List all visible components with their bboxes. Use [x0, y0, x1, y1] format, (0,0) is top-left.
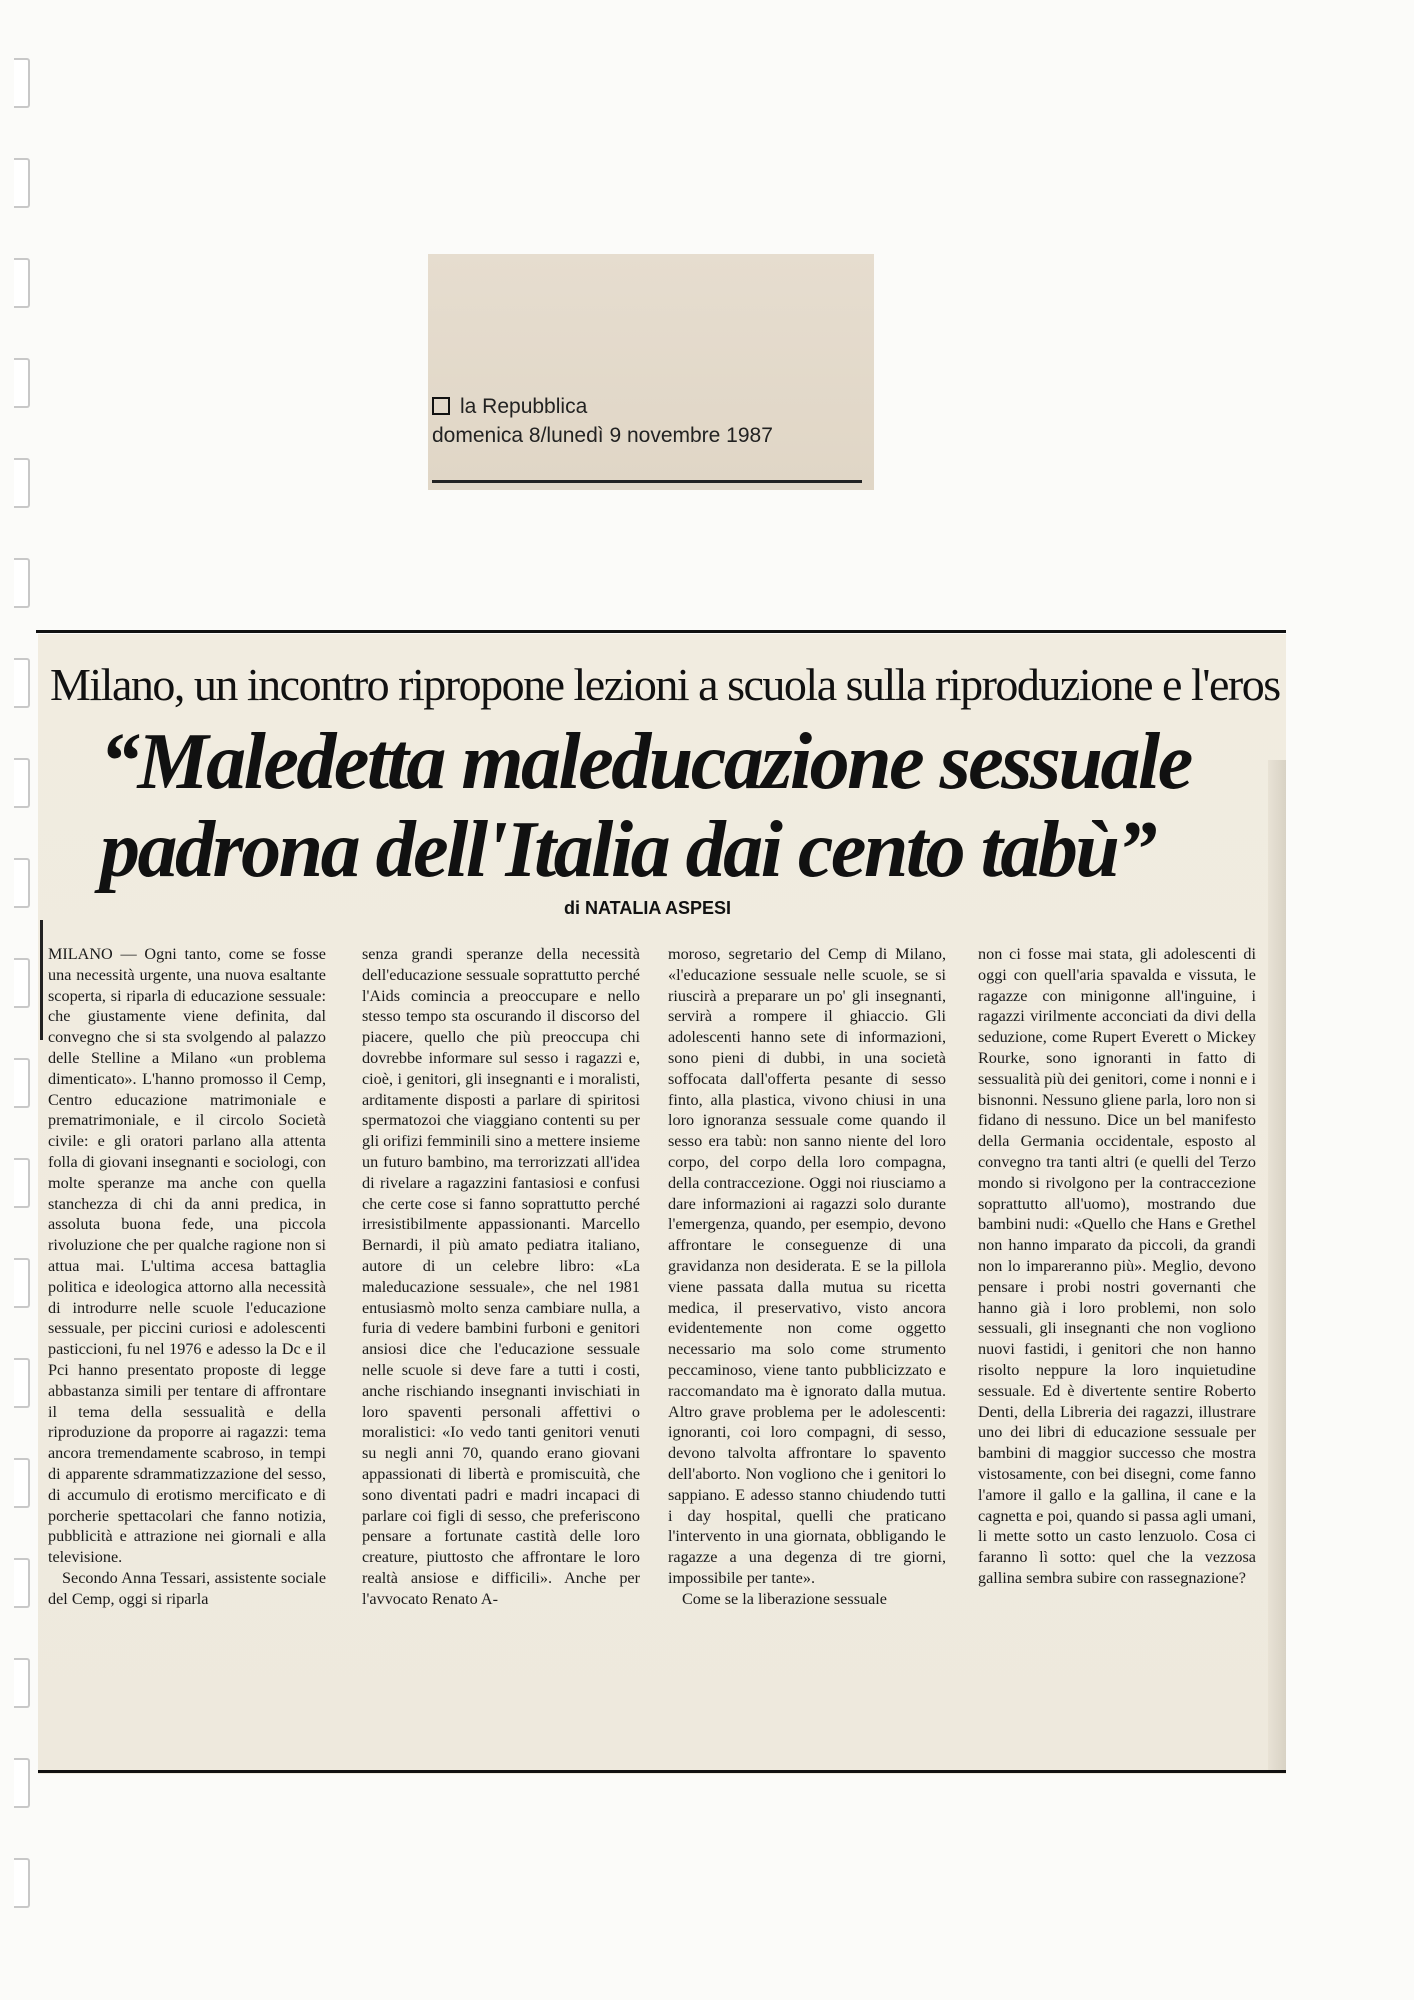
binder-mark [14, 858, 30, 908]
publication-date: domenica 8/lunedì 9 novembre 1987 [432, 424, 773, 447]
article-kicker: Milano, un incontro ripropone lezioni a scuola sulla riproduzione e l'eros [50, 659, 1280, 710]
binder-mark [14, 958, 30, 1008]
binder-mark [14, 458, 30, 508]
newspaper-name: la Repubblica [460, 395, 588, 418]
bottom-rule [38, 1770, 1286, 1773]
top-rule [36, 630, 1286, 633]
binder-mark [14, 58, 30, 108]
binder-mark [14, 358, 30, 408]
binder-mark [14, 558, 30, 608]
binder-mark [14, 1158, 30, 1208]
article-column-3 [668, 944, 946, 1610]
article-byline: di NATALIA ASPESI [564, 898, 732, 918]
binder-mark [14, 1858, 30, 1908]
paragraph: MILANO — Ogni tanto, come se fosse una necessità urgente, una nuova esaltante scoperta, si riparla di educazione sessuale: che giustamente viene definita, dal convegno che si sta svolgendo al palazzo delle Stelline a Milano «un problema dimenticato». L'hanno promosso il Cemp, Centro educazione matrimoniale e prematrimoniale, e il circolo Società civile: e gli oratori parlano alla attenta folla di giovani insegnanti e sociologi, con molte speranze ma anche con quella stanchezza di chi da anni predica, in assoluta buona fede, una piccola rivoluzione che per qualche ragione non si attua mai. L'ultima accesa battaglia politica e ideologica attorno alla necessità di introdurre nelle scuole l'educazione sessuale, per piccini curiosi e adolescenti pasticcioni, fu nel 1976 e adesso la Dc e il Pci hanno presentato proposte di legge abbastanza simili per tentare di affrontare il tema della sessualità e della riproduzione da proporre ai ragazzi: tema ancora tremendamente scabroso, in tempi di apparente sdrammatizzazione del sesso, di accumulo di erotismo mercificato e di porcherie spettacolari che fanno notizia, pubblicità e attrazione nei giornali e alla televisione. [48, 945, 326, 1567]
masthead-text [432, 392, 773, 450]
binder-mark [14, 158, 30, 208]
binder-mark [14, 258, 30, 308]
binder-mark [14, 758, 30, 808]
masthead-clipping [428, 254, 874, 490]
article-headline: “Maledetta maleducazione sessuale padrona dell'Italia dai cento tabù” [100, 718, 1191, 894]
paragraph: Secondo Anna Tessari, assistente sociale del Cemp, oggi si riparla [48, 1568, 326, 1608]
binder-mark [14, 1558, 30, 1608]
paragraph: senza grandi speranze della necessità dell'educazione sessuale soprattutto perché l'Aids comincia a preoccupare e nello stesso tempo sta oscurando il discorso del piacere, quello che più preoccupa chi dovrebbe informare sul sesso i ragazzi e, cioè, i genitori, gli insegnanti e i moralisti, arditamente disposti a parlare di spiritosi spermatozoi che viaggiano contenti su per gli orifizi femminili sino a mettere insieme un futuro bambino, ma terrorizzati all'idea di rivelare a ragazzini fantasiosi e confusi che certe cose si fanno soprattutto perché irresistibilmente appassionanti. Marcello Bernardi, il più amato pediatra italiano, autore di un celebre libro: «La maleducazione sessuale», che nel 1981 entusiasmò molto senza cambiare nulla, a furia di vedere bambini furboni e genitori ansiosi dice che l'educazione sessuale nelle scuole si deve fare a tutti i costi, anche rischiando insegnanti invischiati in loro spaventi personali affettivi o moralistici: «Io vedo tanti genitori venuti su negli anni 70, quando erano giovani appassionati di libertà e promiscuità, che sono diventati padri e madri incapaci di parlare coi figli di sesso, che preferiscono pensare a fortunate castità delle loro creature, piuttosto che affrontare le loro realtà ansiose e difficili». Anche per l'avvocato Renato A- [362, 945, 640, 1608]
clipping-edge [1268, 760, 1286, 1770]
binder-mark [14, 1258, 30, 1308]
square-icon [432, 397, 450, 415]
binder-mark [14, 658, 30, 708]
left-margin-bar [40, 920, 43, 1040]
paragraph: moroso, segretario del Cemp di Milano, «l'educazione sessuale nelle scuole, se si riuscirà a preparare un po' gli insegnanti, servirà a rompere il ghiaccio. Gli adolescenti hanno sete di informazioni, sono pieni di dubbi, in una società soffocata dall'offerta pesante di sesso finto, alla plastica, vivono chiusi in una loro ignoranza sessuale come quando il sesso era tabù: non sanno niente del loro corpo, del corpo della loro compagna, della contraccezione. Oggi noi riusciamo a dare informazioni ai ragazzi solo durante l'emergenza, quando, per esempio, devono affrontare le conseguenze di una gravidanza non desiderata. E se la pillola viene passata dalla mutua su ricetta medica, il preservativo, visto ancora evidentemente non come oggetto necessario ma solo come strumento peccaminoso, viene tanto pubblicizzato e raccomandato ma è ignorato dalla mutua. Altro grave problema per le adolescenti: ignoranti, coi loro compagni, di sesso, devono talvolta affrontare lo spavento dell'aborto. Non vogliono che i genitori lo sappiano. E adesso stanno chiudendo tutti i day hospital, quelli che praticano l'intervento in una giornata, obbligando le ragazze a una degenza di tre giorni, impossibile per tante». [668, 945, 946, 1587]
article-column-4 [978, 944, 1256, 1589]
article-column-1 [48, 944, 326, 1610]
binder-mark [14, 1658, 30, 1708]
binder-mark [14, 1758, 30, 1808]
paragraph: non ci fosse mai stata, gli adolescenti di oggi con quell'aria spavalda e vissuta, le ragazze con minigonne all'inguine, i ragazzi virilmente acconciati da divi della seduzione, come Rupert Everett o Mickey Rourke, sono ignoranti in fatto di sessualità più dei genitori, come i nonni e i bisnonni. Nessuno gliene parla, loro non si fidano di nessuno. Dice un bel manifesto della Germania occidentale, esposto al convegno tra tanti altri (e quelli del Terzo mondo si rivolgono per la contraccezione soprattutto all'uomo), mostrando due bambini nudi: «Quello che Hans e Grethel non hanno imparato da piccoli, da grandi non lo impareranno più». Meglio, devono pensare i probi nostri governanti che hanno già i loro problemi, non solo sessuali, gli insegnanti che non vogliono nuovi fastidi, i genitori che non hanno risolto neppure la loro inquietudine sessuale. Ed è divertente sentire Roberto Denti, della Libreria dei ragazzi, illustrare uno dei libri di educazione sessuale per bambini di maggior successo che mostra vistosamente, con bei disegni, come fanno l'amore il gallo e la gallina, il cane e la cagnetta e poi, quando si passa agli umani, li mette sotto un casto lenzuolo. Cosa ci faranno lì sotto: quel che la vezzosa gallina sembra subire con rassegnazione? [978, 945, 1256, 1587]
binder-mark [14, 1458, 30, 1508]
binder-mark [14, 1058, 30, 1108]
article-column-2 [362, 944, 640, 1610]
binder-mark [14, 1358, 30, 1408]
masthead-rule [432, 480, 862, 483]
paragraph: Come se la liberazione sessuale [682, 1589, 887, 1608]
